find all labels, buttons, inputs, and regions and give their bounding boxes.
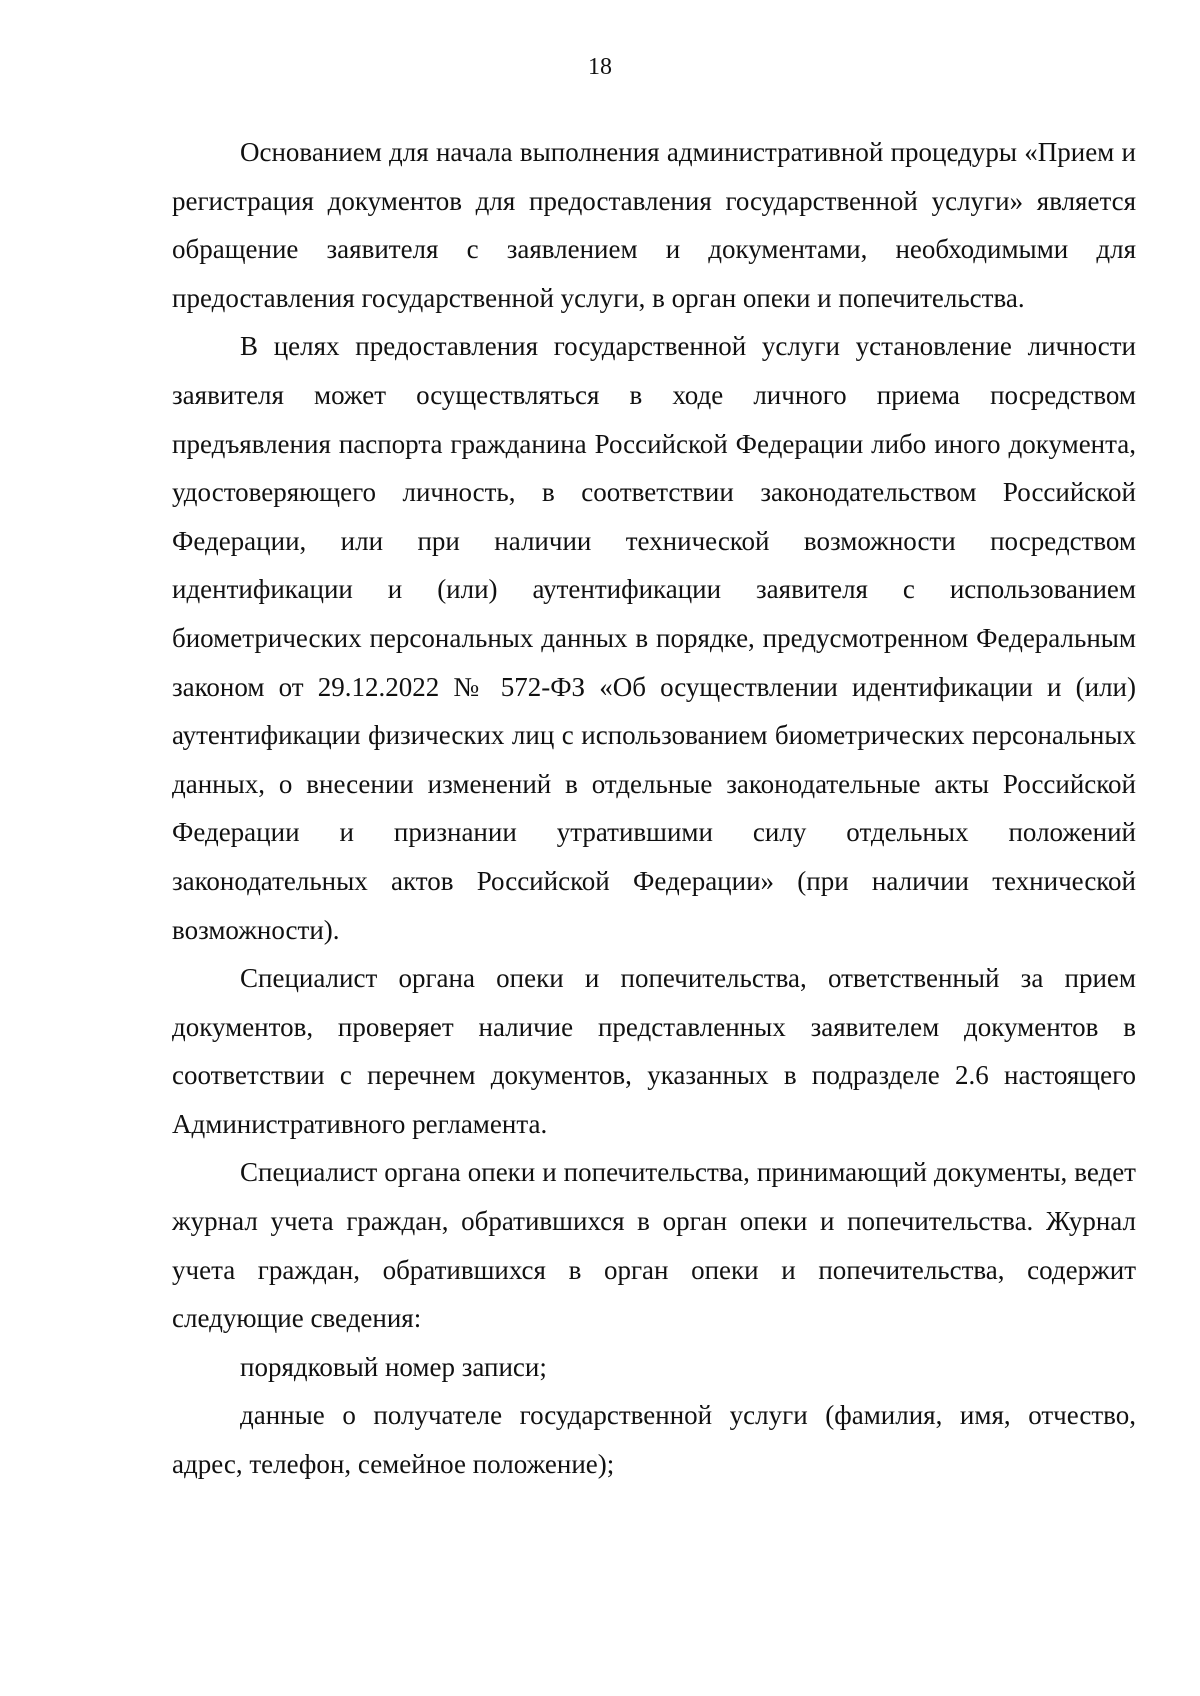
- paragraph-document-check: Специалист органа опеки и попечительства, ответственный за прием документов, проверяет наличие представленных заявителем документов в соответствии с перечнем документов, указанных в подразделе 2.6 настоящего Административного регламента.: [172, 963, 1136, 1139]
- list-item-recipient-data: данные о получателе государственной услуги (фамилия, имя, отчество, адрес, телефон, семейное положение);: [172, 1400, 1136, 1480]
- paragraph-procedure-basis: Основанием для начала выполнения административной процедуры «Прием и регистрация документов для предоставления государственной услуги» является обращение заявителя с заявлением и документами, необходимыми для предоставления государственной услуги, в орган опеки и попечительства.: [172, 137, 1136, 313]
- document-body: [172, 128, 1136, 1489]
- list-item-record-number: порядковый номер записи;: [240, 1351, 547, 1382]
- paragraph-identity-verification: В целях предоставления государственной услуги установление личности заявителя может осуществляться в ходе личного приема посредством предъявления паспорта гражданина Российской Федерации либо иного документа, удостоверяющего личность, в соответствии законодательством Российской Федерации, или при наличии технической возможности посредством идентификации и (или) аутентификации заявителя с использованием биометрических персональных данных в порядке, предусмотренном Федеральным законом от 29.12.2022 № 572-ФЗ «Об осуществлении идентификации и (или) аутентификации физических лиц с использованием биометрических персональных данных, о внесении изменений в отдельные законодательные акты Российской Федерации и признании утратившими силу отдельных положений законодательных актов Российской Федерации» (при наличии технической возможности).: [172, 331, 1136, 945]
- page-number: 18: [588, 54, 612, 80]
- paragraph-registry-journal: Специалист органа опеки и попечительства, принимающий документы, ведет журнал учета граждан, обратившихся в орган опеки и попечительства. Журнал учета граждан, обратившихся в орган опеки и попечительства, содержит следующие сведения:: [172, 1157, 1136, 1334]
